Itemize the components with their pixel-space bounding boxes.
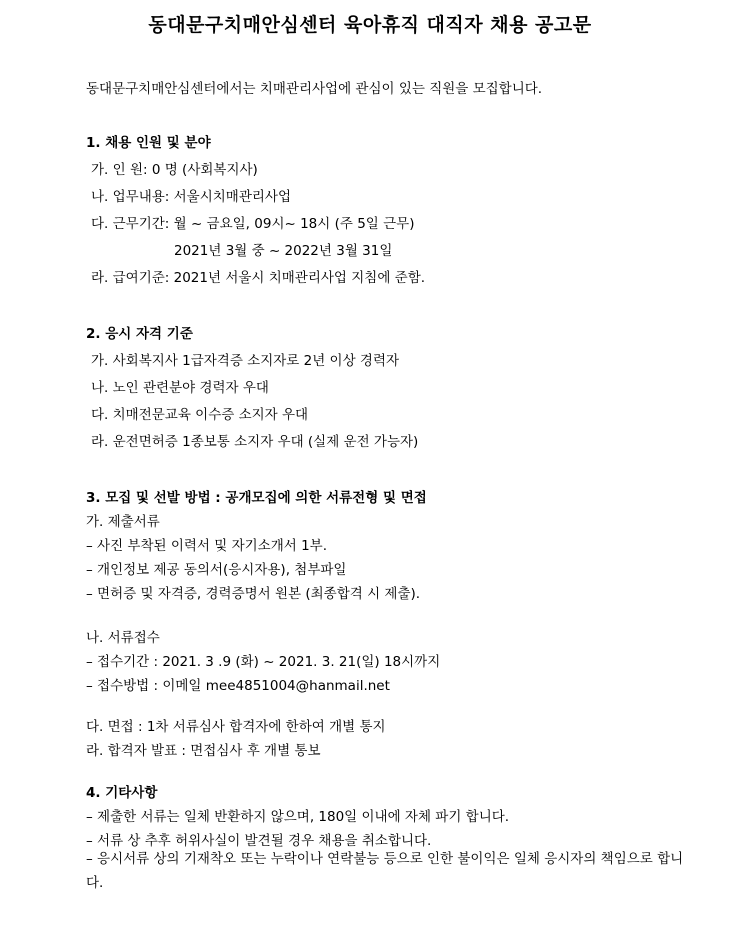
section-3-a-item: – 개인정보 제공 동의서(응시자용), 첨부파일 — [86, 562, 347, 578]
section-1-item: 라. 급여기준: 2021년 서울시 치매관리사업 지침에 준함. — [91, 270, 426, 286]
section-3-a-item: – 사진 부착된 이력서 및 자기소개서 1부. — [86, 538, 327, 554]
section-1-item: 나. 업무내용: 서울시치매관리사업 — [91, 189, 291, 205]
section-3-a-item: – 면허증 및 자격증, 경력증명서 원본 (최종합격 시 제출). — [86, 586, 421, 602]
section-1-item: 다. 근무기간: 월 ~ 금요일, 09시~ 18시 (주 5일 근무) — [91, 216, 415, 232]
section-2-item: 가. 사회복지사 1급자격증 소지자로 2년 이상 경력자 — [91, 353, 400, 369]
section-3-b-item: – 접수기간 : 2021. 3 .9 (화) ~ 2021. 3. 21(일) 18시까지 — [86, 654, 441, 670]
section-1-item: 가. 인 원: 0 명 (사회복지사) — [91, 162, 258, 178]
section-4-item: – 서류 상 추후 허위사실이 발견될 경우 채용을 취소합니다. — [86, 833, 432, 849]
section-3-sub-a: 가. 제출서류 — [86, 514, 160, 530]
page-title: 동대문구치매안심센터 육아휴직 대직자 채용 공고문 — [148, 14, 592, 36]
section-3-sub-c: 다. 면접 : 1차 서류심사 합격자에 한하여 개별 통지 — [86, 719, 386, 735]
section-3-heading: 3. 모집 및 선발 방법 : 공개모집에 의한 서류전형 및 면접 — [86, 490, 427, 506]
section-1-heading: 1. 채용 인원 및 분야 — [86, 135, 211, 151]
section-4-heading: 4. 기타사항 — [86, 785, 158, 801]
section-4-item: – 응시서류 상의 기재착오 또는 누락이나 연락불능 등으로 인한 불이익은 일체 응시자의 책임으로 합니다. — [86, 851, 684, 891]
section-3-sub-d: 라. 합격자 발표 : 면접심사 후 개별 통보 — [86, 743, 321, 759]
section-2-item: 다. 치매전문교육 이수증 소지자 우대 — [91, 407, 309, 423]
section-2-item: 라. 운전면허증 1종보통 소지자 우대 (실제 운전 가능자) — [91, 434, 419, 450]
section-2-item: 나. 노인 관련분야 경력자 우대 — [91, 380, 269, 396]
section-2-heading: 2. 응시 자격 기준 — [86, 326, 193, 342]
intro-text: 동대문구치매안심센터에서는 치매관리사업에 관심이 있는 직원을 모집합니다. — [86, 81, 543, 97]
section-1-item: 2021년 3월 중 ~ 2022년 3월 31일 — [174, 243, 393, 259]
section-3-sub-b: 나. 서류접수 — [86, 630, 160, 646]
section-3-b-item: – 접수방법 : 이메일 mee4851004@hanmail.net — [86, 678, 390, 694]
section-4-item: – 제출한 서류는 일체 반환하지 않으며, 180일 이내에 자체 파기 합니다. — [86, 809, 510, 825]
